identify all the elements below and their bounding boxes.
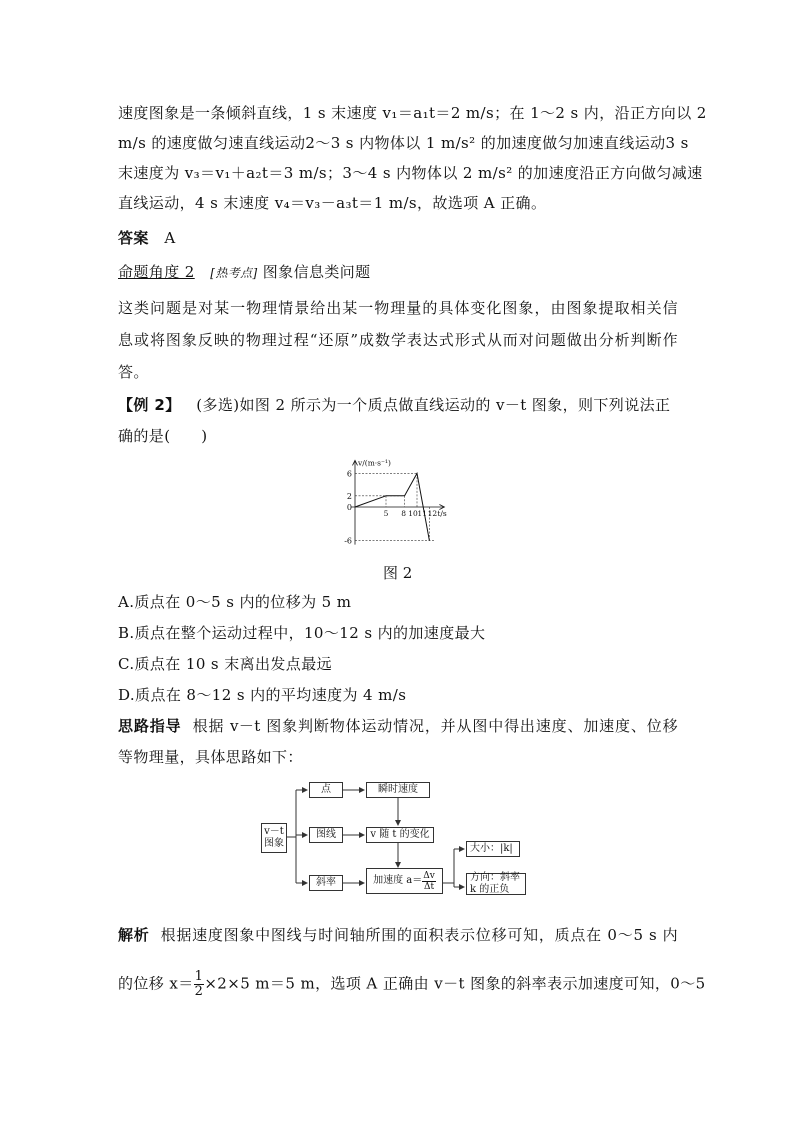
flowchart — [258, 779, 536, 895]
paragraph-line: 速度图象是一条倾斜直线，1 s 末速度 v₁＝a₁t＝2 m/s；在 1～2 s 内，沿正方向以 2 — [118, 104, 707, 122]
flow-curve-box: 图线 — [309, 827, 343, 843]
guide-text: 根据 v－t 图象判断物体运动情况，并从图中得出速度、加速度、位移 — [192, 717, 678, 735]
analysis-post: ×2×5 m＝5 m，选项 A 正确由 v－t 图象的斜率表示加速度可知，0～5 — [204, 974, 706, 993]
figure-caption: 图 2 — [383, 564, 413, 582]
half-fraction — [194, 970, 205, 999]
guide-line: 等物理量，具体思路如下： — [118, 748, 303, 766]
analysis-label: 解析 — [118, 926, 150, 944]
flow-slope-box: 斜率 — [309, 875, 343, 891]
section-heading — [118, 262, 678, 283]
x-tick-label: 10 — [408, 509, 418, 518]
x-tick-label: 11 — [417, 509, 427, 518]
x-axis-label: t/s — [437, 509, 447, 518]
paragraph-line: 息或将图象反映的物理过程“还原”成数学表达式形式从而对问题做出分析判断作 — [118, 331, 678, 349]
angle-title: 图象信息类问题 — [262, 263, 371, 281]
answer-line — [118, 228, 678, 248]
analysis-pre: 的位移 x＝ — [118, 974, 194, 993]
guide-label: 思路指导 — [118, 717, 182, 735]
example-line: 确的是( ) — [118, 427, 208, 445]
guide-line — [118, 716, 678, 736]
flow-root-box: v－t 图象 — [261, 823, 287, 853]
example-tag: 【例 2】 — [118, 396, 181, 414]
vt-graph — [335, 455, 470, 550]
paragraph-line: m/s 的速度做匀速直线运动2～3 s 内物体以 1 m/s² 的加速度做匀加速直线运动3 s — [118, 134, 689, 152]
flow-point-box: 点 — [309, 782, 343, 798]
accel-prefix: 加速度 a＝ — [373, 875, 423, 886]
paragraph-line: 这类问题是对某一物理情景给出某一物理量的具体变化图象，由图象提取相关信 — [118, 299, 678, 317]
paragraph-line: 直线运动，4 s 末速度 v₄＝v₃－a₃t＝1 m/s，故选项 A 正确。 — [118, 194, 547, 212]
flow-direction-box: 方向：斜率 k 的正负 — [466, 873, 526, 895]
y-tick-label: 0 — [346, 503, 352, 512]
y-axis-label: v/(m·s⁻¹) — [358, 458, 391, 468]
x-tick-label: 12 — [427, 509, 438, 518]
angle-tag: [热考点] — [210, 266, 258, 280]
answer-value: A — [164, 229, 176, 247]
example-line — [118, 395, 678, 415]
angle-label: 命题角度 2 — [118, 263, 195, 281]
example-text: (多选)如图 2 所示为一个质点做直线运动的 v－t 图象，则下列说法正 — [196, 396, 671, 414]
paragraph-line: 答。 — [118, 363, 149, 381]
y-tick-label: 2 — [346, 491, 352, 501]
flow-instant-box: 瞬时速度 — [366, 782, 430, 798]
analysis-text: 根据速度图象中图线与时间轴所围的面积表示位移可知，质点在 0～5 s 内 — [160, 926, 678, 944]
frac-num: 1 — [194, 969, 204, 984]
option-b: B.质点在整个运动过程中，10～12 s 内的加速度最大 — [118, 624, 486, 642]
frac-den: 2 — [194, 984, 204, 999]
analysis-line — [118, 969, 706, 999]
analysis-line — [118, 925, 678, 945]
flow-accel-box — [366, 868, 443, 894]
flow-change-box: v 随 t 的变化 — [366, 827, 434, 843]
y-tick-label: -6 — [344, 536, 352, 546]
x-tick-label: 5 — [383, 509, 389, 518]
option-c: C.质点在 10 s 末离出发点最远 — [118, 655, 333, 673]
x-tick-label: 8 — [401, 509, 406, 518]
accel-num: Δv — [423, 870, 435, 881]
answer-label: 答案 — [118, 229, 149, 247]
option-a: A.质点在 0～5 s 内的位移为 5 m — [118, 593, 352, 611]
paragraph-line: 末速度为 v₃＝v₁＋a₂t＝3 m/s；3～4 s 内物体以 2 m/s² 的加速度沿正方向做匀减速 — [118, 164, 703, 182]
option-d: D.质点在 8～12 s 内的平均速度为 4 m/s — [118, 686, 407, 704]
accel-fraction — [422, 871, 436, 892]
y-tick-label: 6 — [346, 469, 352, 479]
accel-den: Δt — [424, 881, 435, 892]
flow-magnitude-box: 大小：|k| — [466, 841, 520, 857]
